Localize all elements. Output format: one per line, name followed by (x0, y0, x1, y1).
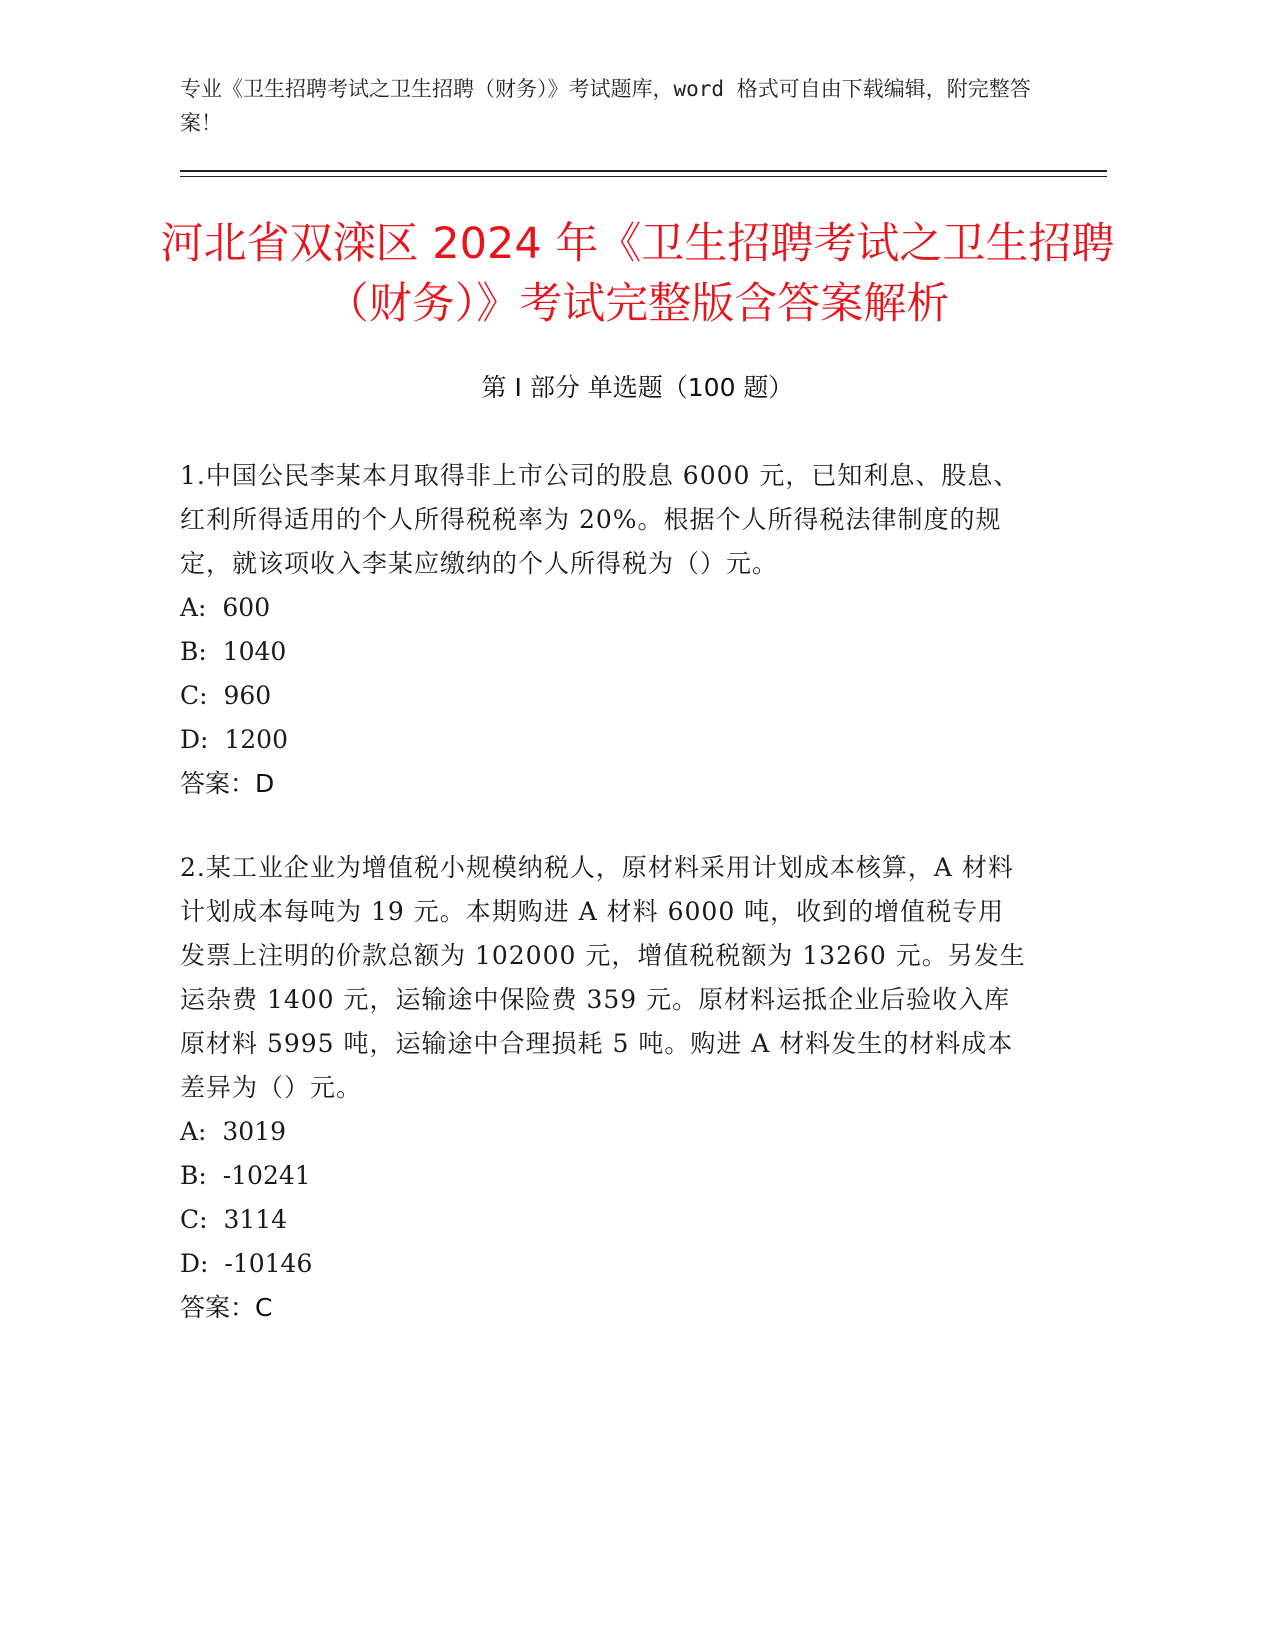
option-a (180, 586, 1030, 630)
option-value: 1040 (222, 637, 287, 666)
answer: 答案：C (180, 1293, 273, 1322)
option-value: -10146 (224, 1249, 313, 1278)
document-title: 河北省双滦区 2024 年《卫生招聘考试之卫生招聘（财务）》考试完整版含答案解析 (160, 219, 1115, 329)
question-text: 2.某工业企业为增值税小规模纳税人，原材料采用计划成本核算，A 材料计划成本每吨为 19 元。本期购进 A 材料 6000 吨，收到的增值税专用发票上注明的价款总额为 102000 元，增值税税额为 13260 元。另发生运杂费 1400 元，运输途中保险费 359 元。原材料运抵企业后验收入库原材料 5995 吨，运输途中合理损耗 5 吨。购进 A 材料发生的材料成本差异为（）元。 (180, 853, 1026, 1102)
option-letter: B: (180, 1161, 207, 1190)
header-divider-thin (180, 176, 1107, 177)
answer: 答案：D (180, 769, 275, 798)
option-letter: D: (180, 1249, 209, 1278)
question-text: 1.中国公民李某本月取得非上市公司的股息 6000 元，已知利息、股息、红利所得适用的个人所得税税率为 20%。根据个人所得税法律制度的规定，就该项收入李某应缴纳的个人所得税为（）元。 (180, 461, 1020, 578)
option-letter: C: (180, 1205, 208, 1234)
option-value: 3114 (223, 1205, 288, 1234)
option-letter: D: (180, 725, 209, 754)
option-b (180, 1154, 1030, 1198)
option-c (180, 674, 1030, 718)
option-value: 960 (223, 681, 272, 710)
option-value: -10241 (222, 1161, 311, 1190)
option-value: 3019 (222, 1117, 287, 1146)
header-divider-thick (180, 170, 1107, 172)
option-c (180, 1198, 1030, 1242)
option-d (180, 1242, 1030, 1286)
option-letter: A: (180, 593, 207, 622)
option-letter: B: (180, 637, 207, 666)
option-letter: C: (180, 681, 208, 710)
option-b (180, 630, 1030, 674)
section-title: 第 I 部分 单选题（100 题） (481, 373, 794, 402)
option-value: 1200 (224, 725, 288, 754)
header-note: 专业《卫生招聘考试之卫生招聘（财务）》考试题库，word 格式可自由下载编辑，附完整答案！ (180, 77, 1031, 135)
option-value: 600 (222, 593, 271, 622)
option-letter: A: (180, 1117, 207, 1146)
option-d (180, 718, 1030, 762)
question-1 (180, 454, 1030, 806)
option-a (180, 1110, 1030, 1154)
question-2 (180, 846, 1030, 1330)
